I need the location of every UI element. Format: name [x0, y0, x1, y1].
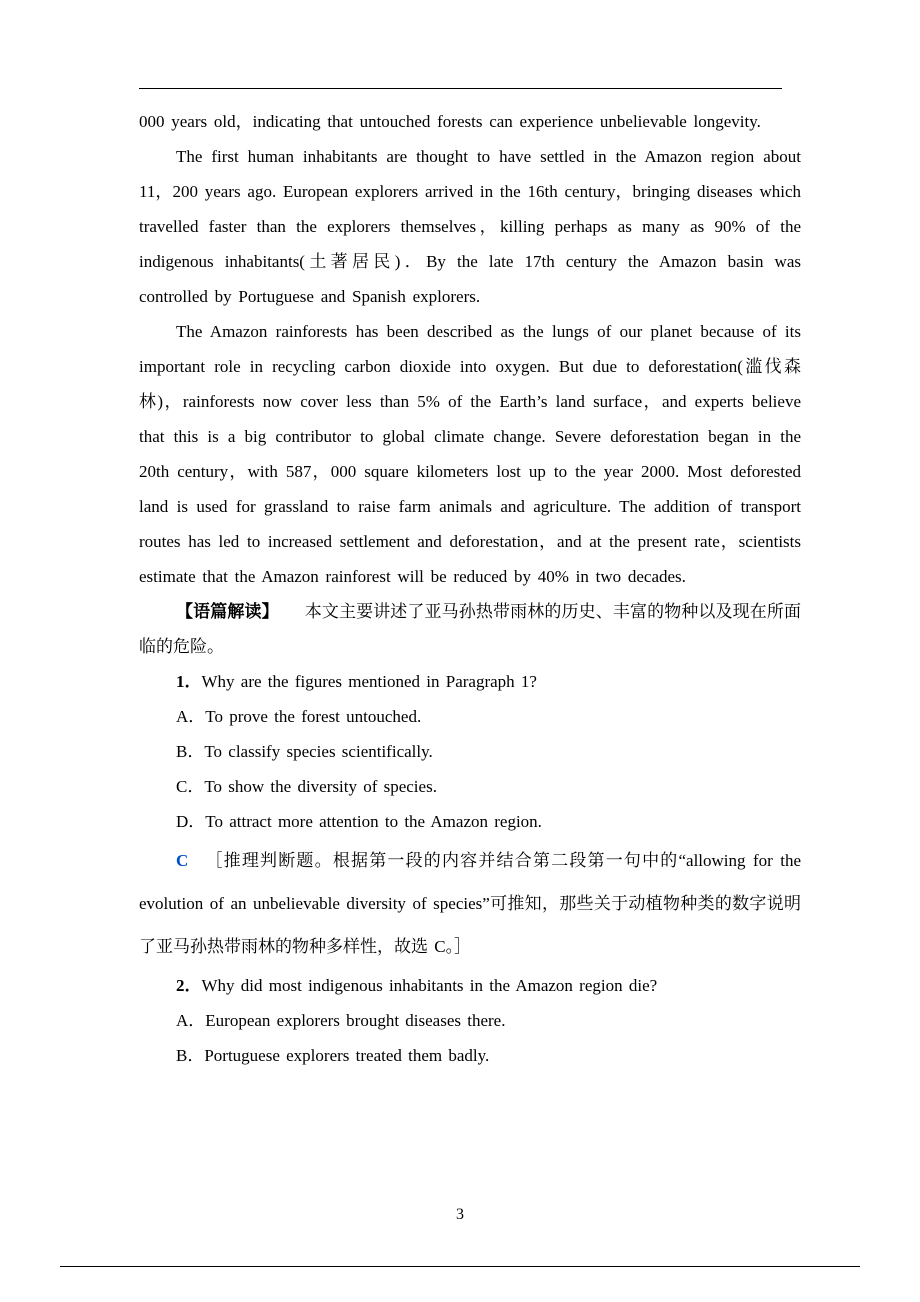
- question-1-number: 1．: [176, 672, 202, 691]
- passage-paragraph-continuation: 000 years old，indicating that untouched forests can experience unbelievable longevity.: [139, 112, 761, 131]
- analysis-label: 【语篇解读】: [176, 602, 279, 621]
- answer-explanation: ［推理判断题。根据第一段的内容并结合第二段第一句中的“allowing for the evolution of an unbelievable diversity of species”可推知，那些关于动植物种类的数字说明了亚马孙热带雨林的物种多样性，故选 C。］: [139, 851, 801, 956]
- question-1-option-d: D．To attract more attention to the Amazon region.: [176, 812, 542, 831]
- passage-paragraph: The first human inhabitants are thought to have settled in the Amazon region about 11，200 years ago. European explorers arrived in the 16th century，bringing diseases which travelled faster than the explorers themselves，killing perhaps as many as 90% of the indigenous inhabitants(土著居民)．By the late 17th century the Amazon basin was controlled by Portuguese and Spanish explorers.: [139, 147, 801, 306]
- question-1-stem: [139, 664, 801, 699]
- question-2-stem: [139, 968, 801, 1003]
- question-1-option-a: A．To prove the forest untouched.: [176, 707, 422, 726]
- question-1-text: Why are the figures mentioned in Paragraph 1?: [201, 672, 537, 691]
- question-2-option-b: B．Portuguese explorers treated them badly.: [176, 1046, 490, 1065]
- page-content: [139, 104, 801, 1073]
- answer-letter: C: [176, 851, 189, 870]
- passage-paragraph: The Amazon rainforests has been described as the lungs of our planet because of its important role in recycling carbon dioxide into oxygen. But due to deforestation(滥伐森林)，rainforests now cover less than 5% of the Earth’s land surface，and experts believe that this is a big contributor to global climate change. Severe deforestation began in the 20th century，with 587，000 square kilometers lost up to the year 2000. Most deforested land is used for grassland to raise farm animals and agriculture. The addition of transport routes has led to increased settlement and deforestation，and at the present rate，scientists estimate that the Amazon rainforest will be reduced by 40% in two decades.: [139, 322, 801, 586]
- question-2-text: Why did most indigenous inhabitants in the Amazon region die?: [201, 976, 658, 995]
- question-1-option-b: B．To classify species scientifically.: [176, 742, 433, 761]
- passage-analysis: [139, 594, 801, 664]
- question-2-number: 2．: [176, 976, 202, 995]
- header-rule: [139, 88, 782, 89]
- question-2-option-a: A．European explorers brought diseases there.: [176, 1011, 506, 1030]
- page-number: 3: [456, 1206, 464, 1223]
- question-1-answer-block: [139, 839, 801, 968]
- analysis-text: 本文主要讲述了亚马孙热带雨林的历史、丰富的物种以及现在所面临的危险。: [139, 602, 802, 656]
- question-1-option-c: C．To show the diversity of species.: [176, 777, 437, 796]
- footer-rule: [60, 1266, 860, 1267]
